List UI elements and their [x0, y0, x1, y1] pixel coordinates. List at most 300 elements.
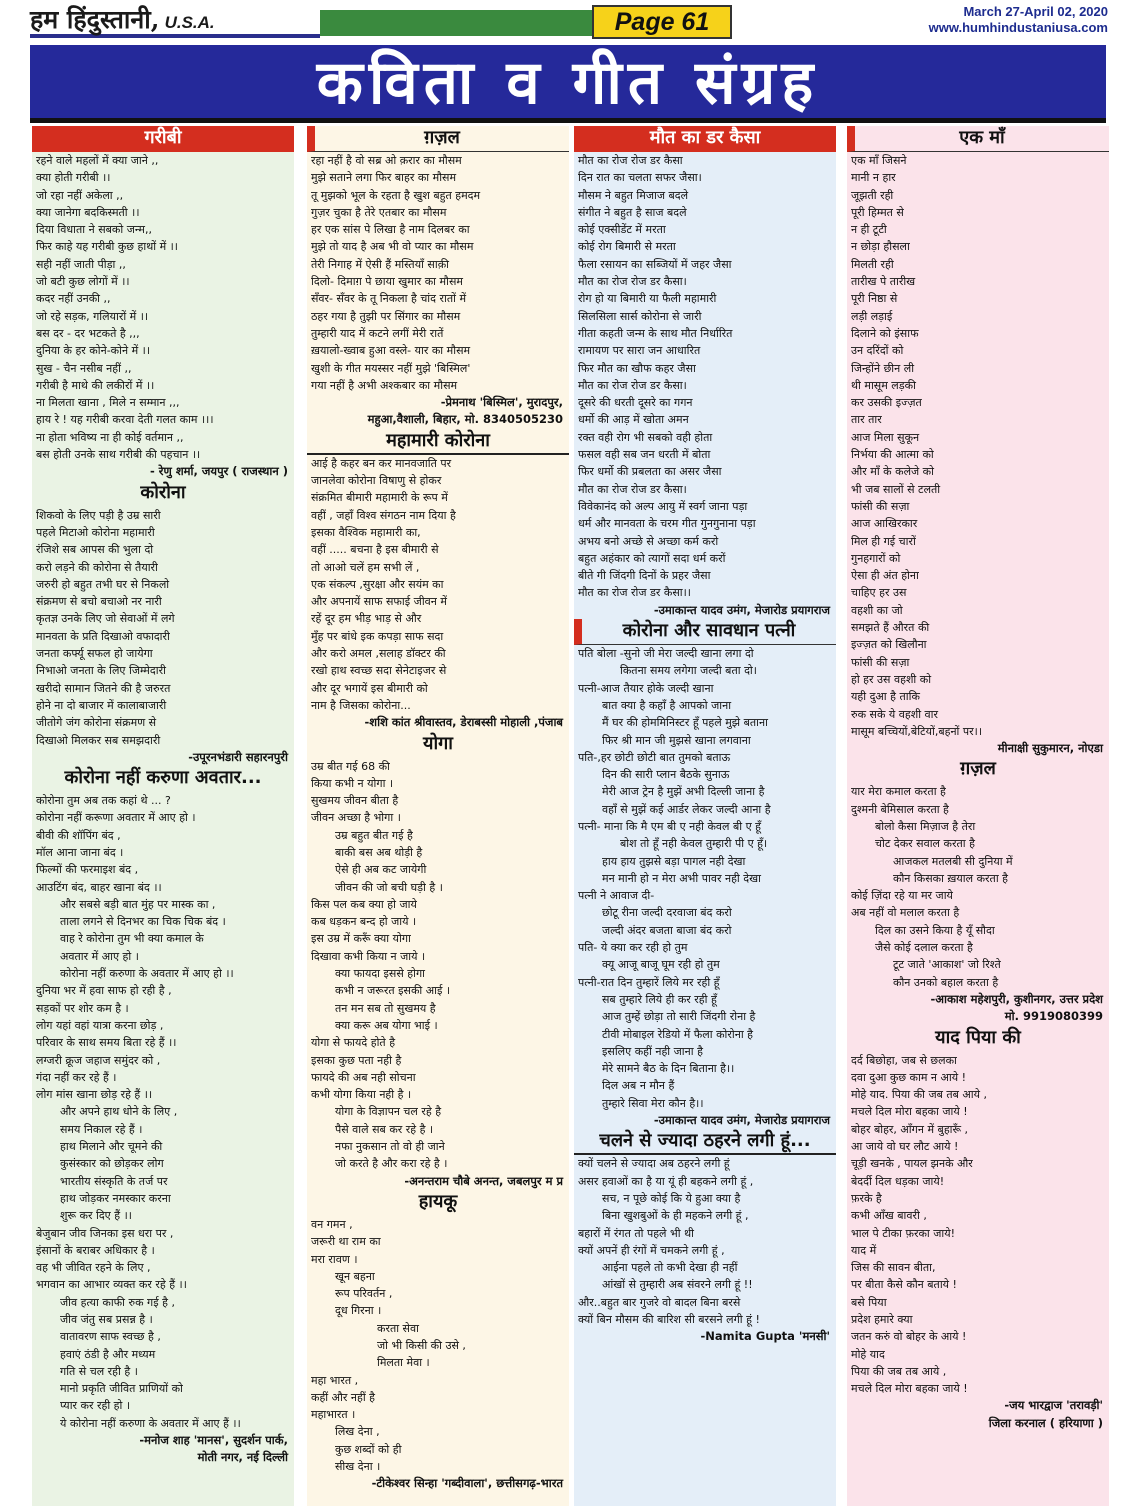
poem-line: रूप परिवर्तन , — [335, 1287, 393, 1301]
poem-line: आज आखिरकार — [851, 517, 918, 531]
poem-line: होने ना दो बाजार में कालाबाजारी — [36, 698, 167, 712]
poem-line: हो हर उस वहशी को — [851, 672, 932, 686]
poem-title: ग़ज़ल — [307, 126, 569, 152]
poem-line: कोरोना नहीं करुणा के अवतार में आए हो ।। — [60, 967, 234, 981]
poem-line: प्रदेश हमारे क्या — [851, 1313, 913, 1326]
poem-line: तेरी निगाह में ऐसी हैं मस्तियाँ साक़ी — [311, 257, 450, 271]
poem-line: ना होता भविष्य ना ही कोई वर्तमान ,, — [36, 430, 184, 444]
poem-line: तो आओ चलें हम सभी लें , — [311, 560, 420, 574]
poem-line: योगा के विज्ञापन चल रहे है — [335, 1105, 442, 1119]
poem-line: मौत का रोज रोज डर कैसा — [578, 154, 683, 167]
poem-line: तन मन सब तो सुखमय है — [335, 1001, 436, 1015]
poem-line: रंजिशे सब आपस की भुला दो — [36, 543, 154, 557]
poem-line: जीव हत्या काफी रुक गई है , — [60, 1295, 175, 1309]
poem-line: क्या जानेगा बदकिस्मती ।। — [36, 205, 140, 219]
poem-line: मुँह पर बांधे इक कपड़ा साफ सदा — [311, 629, 444, 643]
poem-line: वहीं , जहाँ विश्व संगठन नाम दिया है — [311, 508, 456, 522]
poem-line: शिकवो के लिए पड़ी है उम्र सारी — [36, 508, 161, 522]
poem-line: फांसी की सज़ा — [851, 499, 910, 513]
poem-line: कृतज्ञ उनके लिए जो सेवाओं में लगे — [36, 612, 175, 626]
poem-line: धर्म और मानवता के चरम गीत गुनगुनाना पड़ा — [578, 517, 756, 531]
poem-line: मुझे तो याद है अब भी वो प्यार का मौसम — [311, 240, 474, 254]
poem-line: कोरोना तुम अब तक कहां थे ... ? — [36, 794, 171, 808]
poem-line: एक माँ जिसने — [851, 154, 907, 167]
poem-line: बोहर बोहर, आँगन में बुहारूँ , — [851, 1122, 969, 1136]
poem-line: जूझती रही — [851, 188, 894, 202]
poem-line: विवेकानंद को अल्प आयु में स्वर्ग जाना पड़ा — [578, 499, 748, 513]
poem-line: भाल पे टीका फ़रका जाये! — [851, 1226, 956, 1240]
poem-line: वन गमन , — [311, 1217, 353, 1231]
poem-line: पहले मिटाओ कोरोना महामारी — [36, 525, 155, 539]
poem-line: इसका कुछ पता नही है — [311, 1053, 402, 1067]
poem-line: हाय हाय तुझसे बड़ा पागल नही देखा — [602, 854, 746, 868]
poem-line: कभी योगा किया नही है । — [311, 1088, 412, 1102]
poem-line: धर्मो की आड़ में खोता अमन — [578, 413, 689, 427]
poem-line: बिना खुशबुओं के ही महकने लगी हूं , — [602, 1209, 749, 1223]
poem-author-credit: -अनन्तराम चौबे अनन्त, जबलपुर म प्र — [404, 1173, 563, 1188]
poem-line: मिलती रही — [851, 257, 894, 271]
poem-line: जीतोगे जंग कोरोना संक्रमण से — [36, 716, 157, 730]
poem-author-credit: जिला करनाल ( हरियाणा ) — [988, 1415, 1103, 1430]
poem-line: सिलसिला सार्स कोरोना से जारी — [578, 309, 702, 323]
poem-line: किया कभी न योगा । — [311, 776, 394, 790]
poem-line: बीते गी जिंदगी दिनों के प्रहर जैसा — [578, 569, 711, 583]
poem-line: समय निकाल रहे हैं । — [60, 1122, 143, 1136]
poem-block — [32, 481, 294, 766]
poem-line: आजकल मतलबी सी दुनिया में — [893, 854, 1013, 868]
poem-line: परिवार के साथ समय बिता रहे हैं ।। — [36, 1036, 177, 1050]
poem-line: जो रहे सड़क, गलियारों में ।। — [36, 309, 149, 323]
paper-name: हम हिंदुस्तानी, — [30, 5, 160, 34]
poem-line: छोटू रीना जल्दी दरवाजा बंद करो — [602, 906, 732, 920]
poem-line: मानवता के प्रति दिखाओ वफादारी — [36, 629, 170, 643]
poem-line: जरूरी था राम का — [311, 1235, 381, 1249]
poem-line: महा भारत , — [311, 1373, 359, 1387]
poem-line: हवाएं ठंडी है और मध्यम — [60, 1347, 156, 1361]
poem-line: और सबसे बड़ी बात मुंह पर मास्क का , — [60, 897, 216, 911]
poem-block — [847, 1026, 1109, 1433]
poem-column-3 — [574, 126, 836, 1506]
poem-line: एक संकल्प ,सुरक्षा और सयंम का — [311, 577, 444, 591]
poem-line: जीवन की जो बची घड़ी है । — [335, 880, 443, 894]
poem-line: दवा दुआ कुछ काम न आये ! — [851, 1070, 967, 1084]
poem-line: बात क्या है कहाँ है आपको जाना — [602, 698, 732, 712]
poem-line: हाथ मिलाने और चूमने की — [60, 1140, 163, 1154]
poem-line: सब तुम्हारे लिये ही कर रही हूँ — [602, 992, 717, 1006]
poem-line: आंखों से तुम्हारी अब संवरने लगी हूं !! — [602, 1278, 753, 1292]
poem-author-credit: मीनाक्षी सुकुमारन, नोएडा — [997, 741, 1103, 756]
poem-line: उन दरिंदों को — [851, 344, 904, 358]
poem-line: हाथ जोड़कर नमस्कार करना — [60, 1191, 171, 1205]
poem-line: कोई रोग बिमारी से मरता — [578, 240, 676, 254]
poem-line: क्या होती गरीबी ।। — [36, 171, 111, 185]
poem-line: वहाँ से मुझें कई आर्डर लेकर जल्दी आना है — [602, 802, 771, 816]
poem-line: गया नहीं है अभी अश्कबार का मौसम — [311, 378, 458, 392]
poem-line: कोरोना नहीं करूणा अवतार में आए हो । — [36, 811, 196, 825]
poem-line: चाहिए हर उस — [851, 586, 907, 600]
poem-line: योगा से फायदे होते है — [311, 1036, 396, 1050]
poem-title: एक माँ — [847, 126, 1109, 152]
poem-line: संक्रमित बीमारी महामारी के रूप में — [311, 491, 448, 505]
poem-line: दुश्मनी बेमिसाल करता है — [851, 802, 949, 816]
poem-line: बाकी बस अब थोड़ी है — [335, 845, 423, 859]
poem-line: वह भी जीवित रहने के लिए , — [36, 1261, 151, 1275]
poem-line: दर्द बिछोहा, जब से छलका — [851, 1053, 957, 1067]
poem-line: इसका वैश्विक महामारी का, — [311, 525, 421, 539]
poem-line: गरीबी है माथे की लकीरों में ।। — [36, 378, 155, 392]
poem-line: फांसी की सज़ा — [851, 655, 910, 669]
poem-line: दिल का उसने किया है यूँ सौदा — [875, 923, 995, 937]
poem-author-credit: -आकाश महेशपुरी, कुशीनगर, उत्तर प्रदेश — [930, 991, 1103, 1006]
poem-line: भगवान का आभार व्यक्त कर रहे हैं ।। — [36, 1278, 187, 1292]
poem-line: मासूम बच्चियों,बेटियों,बहनों पर।। — [851, 724, 982, 738]
poem-line: और अपने हाथ धोने के लिए , — [60, 1105, 178, 1119]
poem-author-credit: -उमाकान्त यादव उमंग, मेजारोड प्रयागराज — [653, 602, 830, 617]
poem-line: इज्ज़त को खिलौना — [851, 638, 927, 652]
paper-location: U.S.A. — [164, 13, 215, 32]
page-number: Page 61 — [592, 5, 732, 39]
poem-line: गंदा नहीं कर रहे हैं । — [36, 1070, 117, 1084]
poem-line: मौत का रोज रोज डर कैसा। — [578, 378, 687, 392]
poem-author-credit: -उमाकान्त यादव उमंग, मेजारोड प्रयागराज — [653, 1113, 830, 1128]
poem-line: पति- ये क्या कर रही हो तुम — [578, 941, 688, 955]
poem-title: योगा — [423, 732, 453, 754]
poem-block — [307, 126, 569, 429]
poem-line: दिलो- दिमाग़ पे छाया खुमार का मौसम — [311, 275, 463, 289]
poem-line: जिन्होंने छीन ली — [851, 361, 915, 375]
poem-line: ये कोरोना नहीं करुणा के अवतार में आए हैं ।। — [60, 1416, 241, 1430]
poem-author-credit: -प्रेमनाथ 'बिस्मिल', मुरादपुर, — [440, 395, 563, 410]
poem-line: पति बोला -सुनो जी मेरा जल्दी खाना लगा दो — [578, 647, 754, 661]
poem-line: आ जाये वो घर लौट आये ! — [851, 1140, 959, 1154]
poem-line: खरीदो सामान जितने की है जरुरत — [36, 681, 171, 695]
poem-line: पत्नी-रात दिन तुम्हारें लिये मर रही हूँ — [578, 975, 720, 989]
poem-line: सच, न पूछे कोई कि ये हुआ क्या है — [602, 1191, 741, 1205]
poem-line: कोई ज़िंदा रहे या मर जाये — [851, 889, 953, 903]
poem-line: दिन की सारी प्लान बैठके सुनाऊ — [602, 768, 730, 782]
poem-line: मुझे सताने लगा फिर बाहर का मौसम — [311, 171, 457, 185]
poem-line: अब नहीं वो मलाल करता है — [851, 906, 960, 920]
poem-line: उम्र बहुत बीत गई है — [335, 828, 413, 842]
poem-line: लोग यहां वहां यात्रा करना छोड़ , — [36, 1018, 164, 1032]
poem-line: उम्र बीत गई 68 की — [311, 759, 390, 773]
poem-line: जो भी किसी की उसे , — [377, 1339, 466, 1352]
poem-line: चोट देकर सवाल करता है — [875, 837, 975, 851]
poem-line: पूरी निष्ठा से — [851, 292, 898, 306]
poem-line: नाम है जिसका कोरोना... — [311, 698, 411, 712]
poem-line: रक्त वही रोग भी सबको वही होता — [578, 430, 713, 444]
poem-line: दूध गिरना । — [335, 1304, 382, 1318]
poem-line: न ही टूटी — [851, 223, 887, 237]
poem-line: बहारों में रंगत तो पहले भी थी — [578, 1226, 694, 1240]
poem-line: और अपनायें साफ सफाई जीवन में — [311, 595, 447, 609]
poem-line: जतन करुं वो बोहर के आये ! — [851, 1330, 967, 1344]
poem-line: जीव जंतु सब प्रसन्न है । — [60, 1313, 153, 1326]
poem-line: महाभारत । — [311, 1408, 356, 1422]
poem-line: आज तुम्हें छोड़ा तो सारी जिंदगी रोना है — [602, 1010, 756, 1024]
poem-line: लड़ी लड़ाई — [851, 309, 893, 323]
poem-line: जीवन अच्छा है भोगा । — [311, 811, 401, 825]
poem-line: मोहे याद — [851, 1347, 885, 1361]
poem-line: और करो अमल ,सलाह डॉक्टर की — [311, 647, 446, 661]
poem-line: खुशी के गीत मयस्सर नहीं मुझे 'बिस्मिल' — [311, 361, 471, 375]
poem-line: रुक सके ये वहशी वार — [851, 707, 939, 721]
poem-line: मरा रावण । — [311, 1252, 358, 1266]
poem-block — [574, 619, 836, 1129]
poem-line: दिल अब न मौन हैं — [602, 1079, 675, 1093]
poem-line: फिल्मों की फरमाइश बंद , — [36, 863, 139, 877]
poem-line: कितना समय लगेगा जल्दी बता दो। — [620, 664, 757, 678]
poem-line: सीख देना । — [335, 1460, 381, 1474]
poem-line: तुम्हारे सिवा मेरा कौन है।। — [602, 1096, 704, 1110]
poem-line: कुछ शब्दों को ही — [335, 1442, 402, 1456]
poem-line: करो लड़ने की कोरोना से तैयारी — [36, 560, 158, 574]
page-banner-title: कविता व गीत संग्रह — [30, 45, 1106, 123]
poem-line: थी मासूम लड़की — [851, 378, 916, 392]
poem-line: हर एक सांस पे लिखा है नाम दिलबर का — [311, 223, 470, 237]
poem-line: वाह रे कोरोना तुम भी क्या कमाल के — [60, 932, 204, 946]
poem-line: कर उसकी इज्ज़त — [851, 396, 922, 410]
poem-block — [307, 732, 569, 1190]
poem-line: बस होती उनके साथ गरीबी की पहचान ।। — [36, 448, 201, 462]
poem-line: क्या करू अब योगा भाई । — [335, 1018, 438, 1032]
poem-line: प्यार कर रही हो । — [60, 1399, 131, 1413]
poem-line: खून बहना — [335, 1269, 375, 1283]
poem-line: सँवर- सँवर के तू निकला है चांद रातों में — [311, 292, 467, 306]
poem-line: बसे पिया — [851, 1295, 887, 1309]
poem-line: फैला रसायन का सब्जियों में जहर जैसा — [578, 257, 732, 271]
poem-line: कुसंस्कार को छोड़कर लोग — [60, 1157, 164, 1171]
poem-line: हाय रे ! यह गरीबी करवा देती गलत काम ।।। — [36, 413, 214, 427]
poem-line: फिर मौत का खौफ कहर जैसा — [578, 361, 696, 375]
poem-author-credit: -मनोज शाह 'मानस', सुदर्शन पार्क, — [139, 1433, 288, 1448]
poem-line: मौसम ने बहुत मिजाज बदले — [578, 188, 689, 202]
poem-line: रखो हाथ स्वच्छ सदा सेनेटाइजर से — [311, 664, 447, 678]
poem-line: लोग मांस खाना छोड़ रहे हैं ।। — [36, 1088, 153, 1102]
poem-line: मचले दिल मोरा बहका जाये ! — [851, 1105, 968, 1119]
poem-line: दूसरे की धरती दूसरे का गगन — [578, 396, 693, 410]
poem-line: कहीं और नहीं है — [311, 1390, 376, 1404]
poem-line: वहशी का जो — [851, 603, 903, 617]
poem-line: फायदे की अब नही सोचना — [311, 1070, 416, 1084]
poem-line: लिख देना , — [335, 1425, 380, 1439]
masthead-info — [929, 4, 1108, 36]
poem-line: ऐसे ही अब कट जायेगी — [335, 863, 427, 877]
poem-line: ताला लगने से दिनभर का चिक चिक बंद । — [60, 915, 226, 929]
poem-line: जो बटी कुछ लोगों में ।। — [36, 275, 130, 289]
poem-block — [574, 1129, 836, 1345]
poem-line: मॉल आना जाना बंद । — [36, 845, 124, 859]
poem-line: कब धड़कन बन्द हो जाये । — [311, 915, 417, 929]
poem-block — [574, 126, 836, 619]
poem-line: जो करते है और करा रहे है । — [335, 1157, 448, 1171]
poem-line: मौत का रोज रोज डर कैसा। — [578, 275, 687, 289]
poem-title: कोरोना और सावधान पत्नी — [574, 619, 836, 645]
poem-line: निभाओ जनता के लिए जिम्मेदारी — [36, 664, 166, 678]
poem-line: रहें दूर हम भीड़ भाड़ से और — [311, 612, 422, 626]
poem-line: गुज़र चुका है तेरे एतबार का मौसम — [311, 205, 447, 219]
poem-line: पत्नी- माना कि मै एम बी ए नही केवल बी ए हूँ — [578, 819, 762, 833]
poem-line: संगीत ने बहुत है साज बदले — [578, 205, 687, 219]
poem-line: क्यों चलने से ज्यादा अब ठहरने लगी हूं — [578, 1157, 730, 1171]
poem-line: पति-,हर छोटी छोटी बात तुमको बताऊ — [578, 750, 731, 764]
poem-line: भारतीय संस्कृति के तर्ज पर — [60, 1174, 168, 1188]
poem-line: गति से चल रही है । — [60, 1364, 138, 1378]
website-url[interactable]: www.humhindustaniusa.com — [928, 20, 1108, 35]
poem-line: बोलो कैसा मिज़ाज है तेरा — [875, 819, 976, 833]
poem-line: बस दर - दर भटकते है ,,, — [36, 326, 140, 340]
poem-line: पिया की जब तब आये , — [851, 1364, 947, 1378]
poem-line: भी जब सालों से टलती — [851, 482, 941, 496]
poem-line: नफा नुकसान तो वो ही जाने — [335, 1140, 445, 1154]
poem-line: कौन किसका ख़याल करता है — [893, 871, 1009, 885]
poem-line: वहीं ..... बचना है इस बीमारी से — [311, 543, 439, 557]
poem-line: दिन रात का चलता सफर जैसा। — [578, 171, 702, 185]
poem-line: बेदर्दी दिल धड़का जाये! — [851, 1174, 945, 1188]
poem-title: हायकू — [418, 1190, 458, 1212]
poem-column-2 — [307, 126, 569, 1506]
poem-line: आज मिला सुकून — [851, 430, 920, 444]
poem-line: लग्जरी क्रूज जहाज समुंदर को , — [36, 1053, 161, 1067]
poem-line: मैं घर की होममिनिस्टर हूँ पहले मुझे बताना — [602, 716, 768, 730]
poem-line: फसल वही सब जन धरती में बोता — [578, 448, 711, 462]
poem-line: मेरी आज ट्रेन है मुझें अभी दिल्ली जाना है — [602, 785, 765, 799]
poem-line: यार मेरा कमाल करता है — [851, 785, 946, 799]
poem-title: कोरोना नहीं करुणा अवतार... — [64, 767, 262, 789]
poem-block — [847, 757, 1109, 1025]
poem-line: चूड़ी खनके , पायल झनके और — [851, 1157, 973, 1171]
poem-line: शुरू कर दिए हैं ।। — [60, 1209, 132, 1223]
poem-author-credit: -शशि कांत श्रीवास्तव, डेराबस्सी मोहाली ,पंजाब — [364, 715, 563, 730]
poem-line: आउटिंग बंद, बाहर खाना बंद ।। — [36, 880, 162, 894]
poem-author-credit: मो. 9919080399 — [1004, 1009, 1103, 1024]
poem-line: मिलता मेवा । — [377, 1356, 430, 1370]
poem-line: सही नहीं जाती पीड़ा ,, — [36, 257, 126, 271]
poem-column-1 — [32, 126, 294, 1506]
poem-line: करता सेवा — [377, 1321, 419, 1335]
poem-line: समझते हैं औरत की — [851, 621, 930, 635]
poem-line: जो रहा नहीं अकेला ,, — [36, 188, 124, 202]
poem-line: अवतार में आए हो । — [60, 949, 139, 963]
poem-author-credit: -उपूरनभंडारी सहारनपुरी — [188, 749, 288, 764]
poem-block — [32, 126, 294, 481]
issue-date: March 27-April 02, 2020 — [963, 4, 1108, 19]
poem-line: जनता कर्फ्यू सफल हो जायेगा — [36, 647, 153, 661]
poem-line: रहने वाले महलों में क्या जाने ,, — [36, 154, 159, 167]
poem-line: क्यों बिन मौसम की बारिश सी बरसने लगी हूं ! — [578, 1313, 760, 1326]
poem-line: यही दुआ है ताकि — [851, 690, 920, 704]
poem-title: ग़ज़ल — [960, 758, 996, 780]
poem-line: रामायण पर सारा जन आधारित — [578, 344, 701, 358]
poem-line: क्या फायदा इससे होगा — [335, 967, 426, 981]
poem-column-4 — [847, 126, 1109, 1506]
poem-block — [307, 429, 569, 732]
poem-author-credit: -Namita Gupta 'मनसी' — [700, 1329, 830, 1344]
poem-line: पत्नी-आज तैयार होके जल्दी खाना — [578, 681, 714, 695]
poem-line: कभी आँख बावरी , — [851, 1209, 927, 1223]
poem-line: तार तार — [851, 413, 882, 427]
poem-line: पूरी हिम्मत से — [851, 205, 904, 219]
poem-line: तुम्हारी याद में कटने लगीं मेरी रातें — [311, 326, 444, 340]
poem-line: टूट जाते 'आकाश' जो रिश्ते — [893, 958, 1001, 972]
poem-line: और..बहुत बार गुजरे वो बादल बिना बरसे — [578, 1295, 741, 1309]
poem-line: मेरे सामने बैठ के दिन बिताना है।। — [602, 1062, 735, 1076]
poem-block — [307, 1190, 569, 1493]
poem-line: पैसे वाले सब कर रहे है । — [335, 1122, 434, 1136]
poem-line: पत्नी ने आवाज दी- — [578, 889, 655, 903]
poem-line: रोग हो या बिमारी या फैली महामारी — [578, 292, 717, 306]
poem-line: बहुत अहंकार को त्यागों सदा धर्म करों — [578, 551, 726, 565]
poem-line: ठहर गया है तुझी पर सिंगार का मौसम — [311, 309, 461, 323]
poem-line: मिल ही गई चारों — [851, 534, 916, 548]
poem-line: दिया विधाता ने सबको जन्म,, — [36, 223, 152, 237]
poem-title: कोरोना — [140, 481, 186, 503]
poem-line: इस उम्र में करूँ क्या योगा — [311, 932, 411, 946]
poem-line: किस पल कब क्या हो जाये — [311, 897, 417, 911]
poem-line: ना मिलता खाना , मिले न सम्मान ,,, — [36, 396, 180, 410]
poem-line: मौत का रोज रोज डर कैसा।। — [578, 586, 691, 600]
poem-line: मानी न हार — [851, 171, 896, 185]
poem-line: पर बीता कैसे कौन बताये ! — [851, 1278, 957, 1292]
poem-line: जैसे कोई दलाल करता है — [875, 941, 973, 955]
poem-author-credit: महुआ,वैशाली, बिहार, मो. 8340505230 — [367, 412, 563, 427]
poem-line: निर्भया की आत्मा को — [851, 448, 934, 462]
poem-line: फिर धर्मो की प्रबलता का असर जैसा — [578, 465, 722, 479]
poem-author-credit: - रेणु शर्मा, जयपुर ( राजस्थान ) — [150, 464, 288, 479]
poem-line: मोहे याद. पिया की जब तब आये , — [851, 1088, 988, 1102]
poem-line: दिखावा कभी किया न जाये । — [311, 949, 426, 963]
poem-title: याद पिया की — [935, 1026, 1021, 1048]
masthead — [30, 2, 1108, 40]
poem-line: जरुरी हो बहुत तभी घर से निकलो — [36, 577, 170, 591]
poem-line: दुनिया के हर कोने-कोने में ।। — [36, 344, 150, 358]
poem-line: तारीख पे तारीख — [851, 275, 916, 289]
poem-line: अभय बनो अच्छे से अच्छा कर्म करो — [578, 534, 719, 548]
poem-line: इसलिए कहीं नही जाना है — [602, 1044, 703, 1058]
poem-line: कदर नहीं उनकी ,, — [36, 292, 111, 306]
poem-line: वातावरण साफ स्वच्छ है , — [60, 1330, 161, 1344]
poem-line: संक्रमण से बचो बचाओ नर नारी — [36, 595, 162, 609]
poem-line: याद में — [851, 1243, 877, 1257]
poem-line: सुख - चैन नसीब नहीं ,, — [36, 361, 132, 375]
poem-title: चलने से ज्यादा ठहरने लगी हूं... — [574, 1129, 836, 1155]
poem-line: असर हवाओं का है या यूं ही बहकने लगी हूं , — [578, 1174, 754, 1188]
poem-line: क्यों अपनें ही रंगों में चमकने लगी हूं , — [578, 1243, 725, 1257]
poem-line: सुखमय जीवन बीता है — [311, 794, 399, 808]
poem-line: ऐसा ही अंत होना — [851, 569, 919, 583]
poem-line: जिस की सावन बीता, — [851, 1261, 936, 1275]
poem-line: गीता कहती जन्म के साथ मौत निर्धारित — [578, 326, 733, 340]
poem-line: फिर श्री मान जी मुझसे खाना लगवाना — [602, 733, 751, 747]
poem-line: मानो प्रकृति जीवित प्राणियों को — [60, 1382, 183, 1396]
poem-line: गुनहगारों को — [851, 551, 901, 565]
poem-line: बेजुबान जीव जिनका इस धरा पर , — [36, 1226, 174, 1240]
poem-line: दिखाओ मिलकर सब समझदारी — [36, 733, 161, 747]
poem-line: क्यू आजू बाजू घूम रही हो तुम — [602, 958, 720, 972]
poem-line: मचले दिल मोरा बहका जाये ! — [851, 1382, 968, 1396]
poem-line: और दूर भगायें इस बीमारी को — [311, 681, 428, 695]
poem-line: कभी न जरूरत इसकी आई । — [335, 984, 451, 998]
poem-line: बोश तो हूँ नही केवल तुम्हारी पी ए हूँ। — [620, 837, 768, 851]
poem-line: फिर काहे यह गरीबी कुछ हाथों में ।। — [36, 240, 178, 254]
poem-line: टीवी मोबाइल रेडियो में फैला कोरोना है — [602, 1027, 754, 1041]
poem-line: मौत का रोज रोज डर कैसा। — [578, 482, 687, 496]
poem-block — [847, 126, 1109, 757]
poem-author-credit: -टीकेश्वर सिन्हा 'गब्दीवाला', छत्तीसगढ़-भारत — [371, 1476, 563, 1491]
poem-line: इंसानों के बराबर अधिकार है । — [36, 1243, 155, 1257]
poem-title: महामारी कोरोना — [307, 429, 569, 455]
poem-line: न छोड़ा हौसला — [851, 240, 910, 254]
